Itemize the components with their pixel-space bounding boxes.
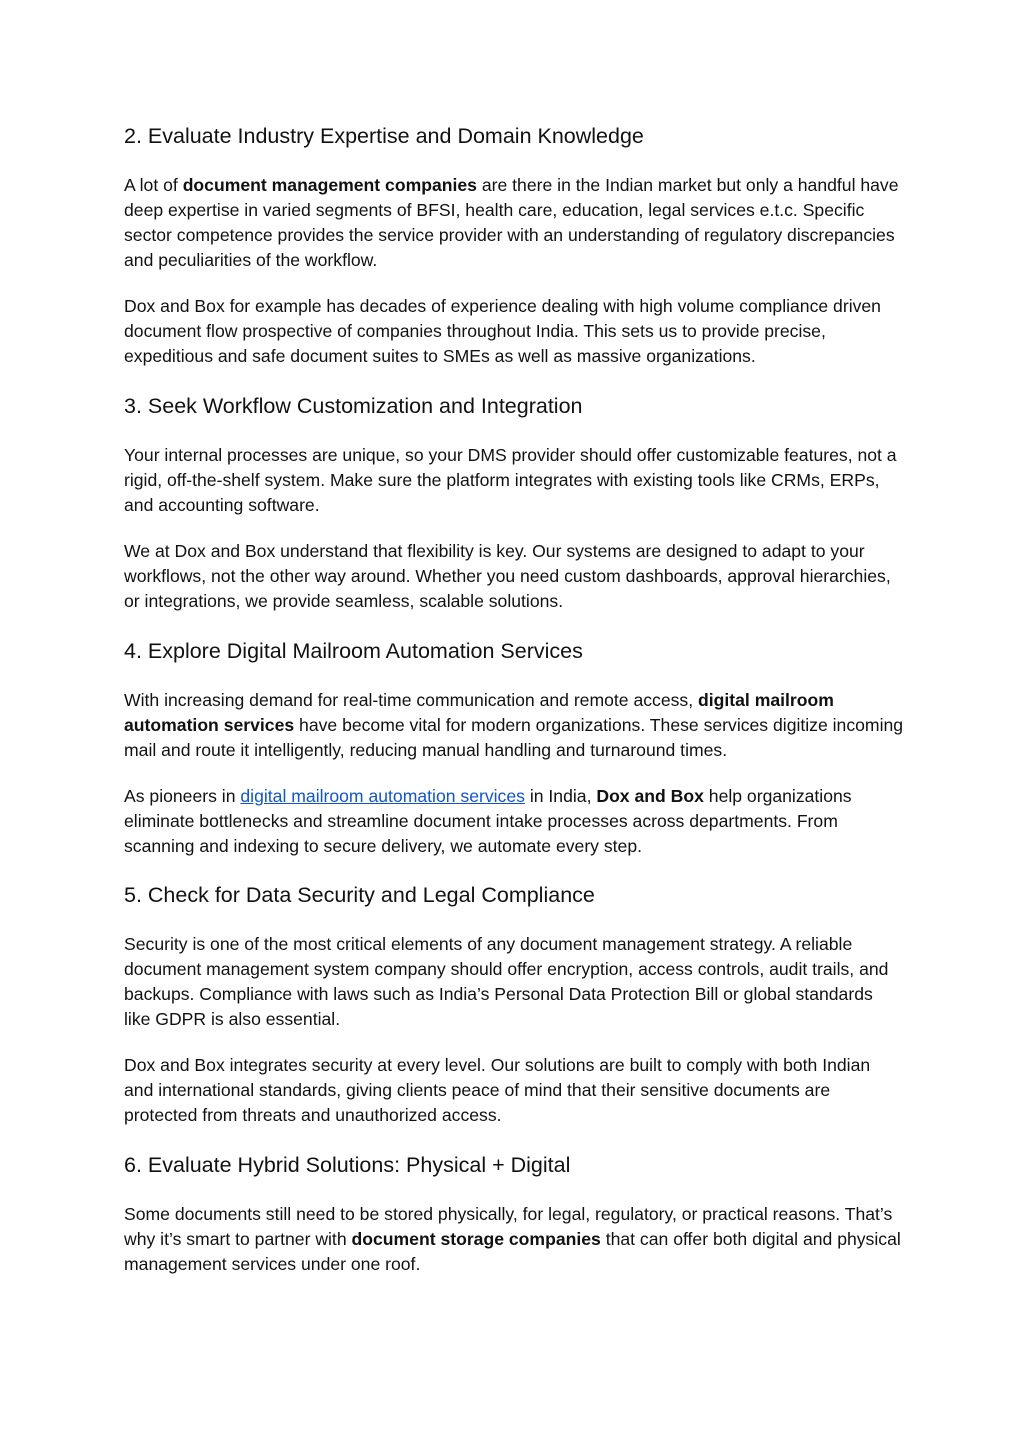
bold-term: document management companies: [182, 175, 477, 195]
paragraph: [124, 294, 904, 369]
text-run: that can offer both digital and physical management services under one roof.: [124, 1229, 901, 1274]
paragraph: [124, 173, 904, 273]
bold-term: digital mailroom automation services: [124, 690, 834, 735]
section-industry-expertise: [124, 123, 904, 369]
section-heading: 3. Seek Workflow Customization and Integration: [124, 394, 583, 418]
section-heading: 5. Check for Data Security and Legal Compliance: [124, 883, 595, 907]
paragraph: [124, 932, 904, 1032]
text-run: Dox and Box integrates security at every level. Our solutions are built to comply with both Indian and international standards, giving clients peace of mind that their sensitive documents are protected from threats and unauthorized access.: [124, 1055, 871, 1125]
text-run: Your internal processes are unique, so your DMS provider should offer customizable features, not a rigid, off-the-shelf system. Make sure the platform integrates with existing tools like CRMs, ERPs, and accounting software.: [124, 445, 897, 515]
text-run: Security is one of the most critical elements of any document management strategy. A reliable document management system company should offer encryption, access controls, audit trails, and backups. Compliance with laws such as India’s Personal Data Protection Bill or global standards like GDPR is also essential.: [124, 934, 889, 1029]
mailroom-services-link[interactable]: digital mailroom automation services: [240, 786, 525, 806]
section-data-security: [124, 882, 904, 1128]
paragraph: [124, 1202, 904, 1277]
text-run: As pioneers in: [124, 786, 241, 806]
section-heading: 6. Evaluate Hybrid Solutions: Physical + Digital: [124, 1153, 571, 1177]
text-run: Some documents still need to be stored physically, for legal, regulatory, or practical reasons. That’s why it’s smart to partner with: [124, 1204, 893, 1249]
text-run: A lot of: [124, 175, 183, 195]
paragraph: [124, 443, 904, 518]
text-run: help organizations eliminate bottlenecks and streamline document intake processes across departments. From scanning and indexing to secure delivery, we automate every step.: [124, 786, 852, 856]
section-digital-mailroom: [124, 638, 904, 859]
section-heading: 4. Explore Digital Mailroom Automation Services: [124, 639, 583, 663]
section-hybrid-solutions: [124, 1152, 904, 1277]
bold-term: Dox and Box: [596, 786, 704, 806]
text-run: in India,: [524, 786, 597, 806]
text-run: have become vital for modern organizations. These services digitize incoming mail and route it intelligently, reducing manual handling and turnaround times.: [124, 715, 904, 760]
paragraph: [124, 784, 904, 859]
bold-term: document storage companies: [351, 1229, 601, 1249]
text-run: are there in the Indian market but only a handful have deep expertise in varied segments of BFSI, health care, education, legal services e.t.c. Specific sector competence provides the service provider with an understanding of regulatory discrepancies and peculiarities of the workflow.: [124, 175, 899, 270]
paragraph: [124, 539, 904, 614]
text-run: Dox and Box for example has decades of experience dealing with high volume compliance driven document flow prospective of companies throughout India. This sets us to provide precise, expeditious and safe document suites to SMEs as well as massive organizations.: [124, 296, 881, 366]
paragraph: [124, 1053, 904, 1128]
text-run: We at Dox and Box understand that flexibility is key. Our systems are designed to adapt to your workflows, not the other way around. Whether you need custom dashboards, approval hierarchies, or integrations, we provide seamless, scalable solutions.: [124, 541, 891, 611]
text-run: With increasing demand for real-time communication and remote access,: [124, 690, 698, 710]
section-workflow-customization: [124, 393, 904, 614]
paragraph: [124, 688, 904, 763]
section-heading: 2. Evaluate Industry Expertise and Domain Knowledge: [124, 124, 644, 148]
